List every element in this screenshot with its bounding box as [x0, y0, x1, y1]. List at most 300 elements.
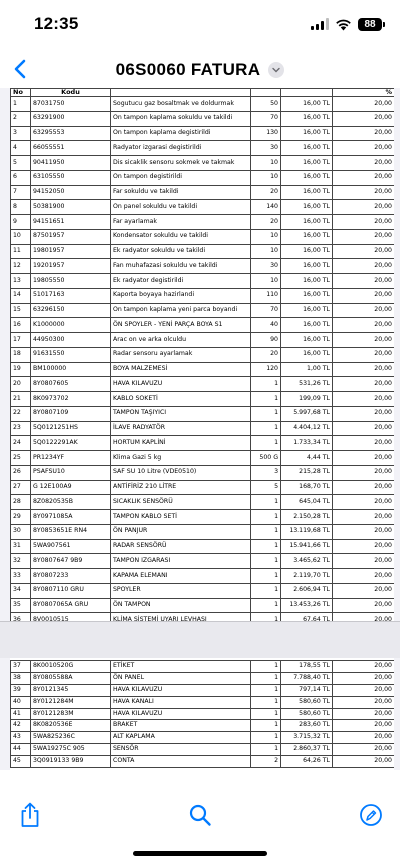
table-row — [11, 111, 395, 126]
unit-price: 2.860,37 TL — [281, 744, 333, 756]
table-row — [11, 510, 395, 525]
quantity: 70 — [251, 303, 281, 318]
table-body-bottom — [11, 661, 395, 768]
vat-rate: 20,00 — [333, 318, 395, 333]
quantity: 90 — [251, 333, 281, 348]
vat-rate: 20,00 — [333, 377, 395, 392]
item-code: 8Y0121284M — [31, 696, 111, 708]
table-row — [11, 569, 395, 584]
status-icons — [311, 15, 382, 33]
row-number: 18 — [11, 347, 31, 362]
quantity: 1 — [251, 708, 281, 720]
quantity: 500 G — [251, 451, 281, 466]
row-number: 30 — [11, 524, 31, 539]
item-description: Sogutucu gaz bosaltmak ve doldurmak — [111, 97, 251, 112]
quantity: 50 — [251, 97, 281, 112]
vat-rate: 20,00 — [333, 421, 395, 436]
row-number: 32 — [11, 554, 31, 569]
quantity: 1 — [251, 744, 281, 756]
unit-price: 2.150,28 TL — [281, 510, 333, 525]
vat-rate: 20,00 — [333, 347, 395, 362]
row-number: 44 — [11, 744, 31, 756]
unit-price: 199,09 TL — [281, 392, 333, 407]
vat-rate: 20,00 — [333, 333, 395, 348]
item-description: İLAVE RADYATÖR — [111, 421, 251, 436]
row-number: 12 — [11, 259, 31, 274]
quantity: 2 — [251, 756, 281, 768]
item-description: HAVA KILAVUZU — [111, 377, 251, 392]
quantity: 1 — [251, 392, 281, 407]
item-code: 5Q0122291AK — [31, 436, 111, 451]
unit-price: 16,00 TL — [281, 347, 333, 362]
table-row — [11, 672, 395, 684]
row-number: 22 — [11, 406, 31, 421]
unit-price: 16,00 TL — [281, 126, 333, 141]
table-row — [11, 539, 395, 554]
item-description: On tampon kaplama degistirildi — [111, 126, 251, 141]
row-number: 35 — [11, 598, 31, 613]
quantity: 30 — [251, 141, 281, 156]
vat-rate: 20,00 — [333, 185, 395, 200]
vat-rate: 20,00 — [333, 215, 395, 230]
vat-rate: 20,00 — [333, 732, 395, 744]
item-description: Kondensator sokuldu ve takildi — [111, 229, 251, 244]
item-code: 87501957 — [31, 229, 111, 244]
column-header-price — [281, 89, 333, 97]
item-code: 63296150 — [31, 303, 111, 318]
row-number: 2 — [11, 111, 31, 126]
item-code: 66055551 — [31, 141, 111, 156]
row-number: 6 — [11, 170, 31, 185]
unit-price: 15.941,66 TL — [281, 539, 333, 554]
row-number: 5 — [11, 156, 31, 171]
vat-rate: 20,00 — [333, 111, 395, 126]
item-description: Far ayarlamak — [111, 215, 251, 230]
row-number: 1 — [11, 97, 31, 112]
share-button[interactable] — [17, 802, 43, 828]
item-code: 5Q0121251HS — [31, 421, 111, 436]
unit-price: 1.733,34 TL — [281, 436, 333, 451]
item-code: 91631550 — [31, 347, 111, 362]
row-number: 33 — [11, 569, 31, 584]
item-description: TAMPON IZGARASI — [111, 554, 251, 569]
row-number: 28 — [11, 495, 31, 510]
row-number: 42 — [11, 720, 31, 732]
item-description: On panel sokuldu ve takildi — [111, 200, 251, 215]
item-description: KAPAMA ELEMANI — [111, 569, 251, 584]
invoice-table-continued — [10, 660, 394, 768]
table-row — [11, 613, 395, 621]
invoice-table — [10, 88, 394, 621]
status-time: 12:35 — [34, 14, 79, 33]
table-row — [11, 215, 395, 230]
item-description: TAMPON TAŞIYICI — [111, 406, 251, 421]
item-description: KLİMA SİSTEMİ UYARI LEVHASI — [111, 613, 251, 621]
item-description: Arac on ve arka olculdu — [111, 333, 251, 348]
vat-rate: 20,00 — [333, 583, 395, 598]
table-row — [11, 696, 395, 708]
row-number: 21 — [11, 392, 31, 407]
table-row — [11, 259, 395, 274]
row-number: 17 — [11, 333, 31, 348]
item-code: 50381900 — [31, 200, 111, 215]
item-description: CONTA — [111, 756, 251, 768]
item-code: 5WA907561 — [31, 539, 111, 554]
item-code: PSAFSU10 — [31, 465, 111, 480]
quantity: 110 — [251, 288, 281, 303]
search-icon — [188, 803, 212, 827]
vat-rate: 20,00 — [333, 274, 395, 289]
row-number: 3 — [11, 126, 31, 141]
quantity: 10 — [251, 170, 281, 185]
item-code: 8Y0805588A — [31, 672, 111, 684]
quantity: 1 — [251, 583, 281, 598]
page-separator — [0, 621, 400, 658]
vat-rate: 20,00 — [333, 696, 395, 708]
table-row — [11, 244, 395, 259]
vat-rate: 20,00 — [333, 259, 395, 274]
table-row — [11, 156, 395, 171]
quantity: 1 — [251, 377, 281, 392]
table-row — [11, 126, 395, 141]
unit-price: 16,00 TL — [281, 303, 333, 318]
vat-rate: 20,00 — [333, 684, 395, 696]
vat-rate: 20,00 — [333, 495, 395, 510]
unit-price: 580,60 TL — [281, 696, 333, 708]
table-row — [11, 362, 395, 377]
unit-price: 16,00 TL — [281, 156, 333, 171]
item-code: 44950300 — [31, 333, 111, 348]
item-description: KABLO SOKETİ — [111, 392, 251, 407]
vat-rate: 20,00 — [333, 598, 395, 613]
vat-rate: 20,00 — [333, 554, 395, 569]
quantity: 1 — [251, 421, 281, 436]
item-code: 19805550 — [31, 274, 111, 289]
title-menu-button[interactable] — [268, 62, 284, 78]
row-number: 24 — [11, 436, 31, 451]
unit-price: 283,60 TL — [281, 720, 333, 732]
table-row — [11, 229, 395, 244]
unit-price: 168,70 TL — [281, 480, 333, 495]
table-row — [11, 406, 395, 421]
unit-price: 16,00 TL — [281, 200, 333, 215]
navigation-bar — [0, 50, 400, 88]
item-code: 8Y0807605 — [31, 377, 111, 392]
quantity: 10 — [251, 274, 281, 289]
unit-price: 16,00 TL — [281, 141, 333, 156]
unit-price: 16,00 TL — [281, 97, 333, 112]
quantity: 5 — [251, 480, 281, 495]
row-number: 20 — [11, 377, 31, 392]
table-row — [11, 465, 395, 480]
quantity: 1 — [251, 598, 281, 613]
item-code: 90411950 — [31, 156, 111, 171]
vat-rate: 20,00 — [333, 720, 395, 732]
column-header-description — [111, 89, 251, 97]
vat-rate: 20,00 — [333, 156, 395, 171]
unit-price: 4.404,12 TL — [281, 421, 333, 436]
table-row — [11, 720, 395, 732]
quantity: 1 — [251, 661, 281, 673]
unit-price: 5.997,68 TL — [281, 406, 333, 421]
table-row — [11, 392, 395, 407]
vat-rate: 20,00 — [333, 141, 395, 156]
item-code: 63291900 — [31, 111, 111, 126]
unit-price: 1,00 TL — [281, 362, 333, 377]
quantity: 1 — [251, 696, 281, 708]
table-row — [11, 141, 395, 156]
vat-rate: 20,00 — [333, 436, 395, 451]
table-row — [11, 732, 395, 744]
item-code: 87031750 — [31, 97, 111, 112]
quantity: 1 — [251, 720, 281, 732]
unit-price: 16,00 TL — [281, 288, 333, 303]
item-code: 8Y0853651E RN4 — [31, 524, 111, 539]
item-description: SICAKLIK SENSÖRÜ — [111, 495, 251, 510]
table-row — [11, 756, 395, 768]
item-description: On tampon kaplama yeni parca boyandi — [111, 303, 251, 318]
quantity: 20 — [251, 347, 281, 362]
table-row — [11, 288, 395, 303]
item-code: K1000000 — [31, 318, 111, 333]
row-number: 37 — [11, 661, 31, 673]
table-row — [11, 377, 395, 392]
quantity: 20 — [251, 215, 281, 230]
item-code: G 12E100A9 — [31, 480, 111, 495]
vat-rate: 20,00 — [333, 229, 395, 244]
vat-rate: 20,00 — [333, 524, 395, 539]
table-row — [11, 495, 395, 510]
row-number: 13 — [11, 274, 31, 289]
column-header-quantity — [251, 89, 281, 97]
row-number: 27 — [11, 480, 31, 495]
vat-rate: 20,00 — [333, 362, 395, 377]
item-code: 8Y0807110 GRU — [31, 583, 111, 598]
column-header-vat: % — [333, 89, 395, 97]
markup-icon — [359, 803, 383, 827]
table-row — [11, 347, 395, 362]
wifi-icon — [335, 18, 352, 31]
unit-price: 645,04 TL — [281, 495, 333, 510]
unit-price: 4,44 TL — [281, 451, 333, 466]
item-description: Dis sicaklik sensoru sokmek ve takmak — [111, 156, 251, 171]
item-description: Radar sensoru ayarlamak — [111, 347, 251, 362]
item-code: 19201957 — [31, 259, 111, 274]
quantity: 70 — [251, 111, 281, 126]
item-description: Kaporta boyaya hazirlandi — [111, 288, 251, 303]
row-number: 15 — [11, 303, 31, 318]
table-body-top — [11, 97, 395, 621]
quantity: 1 — [251, 436, 281, 451]
row-number: 7 — [11, 185, 31, 200]
table-row — [11, 598, 395, 613]
item-code: 8K0010520G — [31, 661, 111, 673]
item-description: BRAKET — [111, 720, 251, 732]
unit-price: 67,64 TL — [281, 613, 333, 621]
quantity: 30 — [251, 259, 281, 274]
table-row — [11, 744, 395, 756]
item-code: 63295553 — [31, 126, 111, 141]
quantity: 20 — [251, 185, 281, 200]
vat-rate: 20,00 — [333, 672, 395, 684]
document-title-text: 06S0060 FATURA — [115, 60, 261, 79]
table-row — [11, 451, 395, 466]
item-description: Klima Gazi 5 kg — [111, 451, 251, 466]
item-description: SENSÖR — [111, 744, 251, 756]
share-icon — [19, 802, 41, 828]
unit-price: 16,00 TL — [281, 274, 333, 289]
quantity: 1 — [251, 672, 281, 684]
item-code: 8Y0121283M — [31, 708, 111, 720]
item-code: 8Y0807109 — [31, 406, 111, 421]
row-number: 16 — [11, 318, 31, 333]
row-number: 10 — [11, 229, 31, 244]
item-code: 8Y0807065A GRU — [31, 598, 111, 613]
column-header-no: No — [11, 89, 31, 97]
row-number: 9 — [11, 215, 31, 230]
item-description: ETİKET — [111, 661, 251, 673]
vat-rate: 20,00 — [333, 406, 395, 421]
bottom-toolbar — [0, 770, 400, 864]
item-description: Fan muhafazasi sokuldu ve takildi — [111, 259, 251, 274]
quantity: 1 — [251, 524, 281, 539]
vat-rate: 20,00 — [333, 510, 395, 525]
table-row — [11, 303, 395, 318]
item-description: SPOYLER — [111, 583, 251, 598]
quantity: 10 — [251, 229, 281, 244]
row-number: 38 — [11, 672, 31, 684]
search-button[interactable] — [187, 802, 213, 828]
row-number: 23 — [11, 421, 31, 436]
row-number: 25 — [11, 451, 31, 466]
quantity: 1 — [251, 684, 281, 696]
unit-price: 16,00 TL — [281, 111, 333, 126]
unit-price: 16,00 TL — [281, 229, 333, 244]
table-row — [11, 170, 395, 185]
item-code: 8Y0971085A — [31, 510, 111, 525]
row-number: 34 — [11, 583, 31, 598]
item-description: Far sokuldu ve takildi — [111, 185, 251, 200]
table-row — [11, 185, 395, 200]
table-row — [11, 684, 395, 696]
row-number: 8 — [11, 200, 31, 215]
unit-price: 580,60 TL — [281, 708, 333, 720]
vat-rate: 20,00 — [333, 126, 395, 141]
vat-rate: 20,00 — [333, 244, 395, 259]
item-code: PR1234YF — [31, 451, 111, 466]
item-code: BM100000 — [31, 362, 111, 377]
vat-rate: 20,00 — [333, 288, 395, 303]
item-code: 5WA19275C 905 — [31, 744, 111, 756]
unit-price: 215,28 TL — [281, 465, 333, 480]
item-description: HORTUM KAPLİNİ — [111, 436, 251, 451]
quantity: 3 — [251, 465, 281, 480]
quantity: 120 — [251, 362, 281, 377]
row-number: 19 — [11, 362, 31, 377]
table-row — [11, 708, 395, 720]
table-row — [11, 524, 395, 539]
table-row — [11, 318, 395, 333]
row-number: 43 — [11, 732, 31, 744]
table-row — [11, 661, 395, 673]
item-description: HAVA KILAVUZU — [111, 684, 251, 696]
item-description: HAVA KANALI — [111, 696, 251, 708]
quantity: 10 — [251, 156, 281, 171]
vat-rate: 20,00 — [333, 303, 395, 318]
unit-price: 13.453,26 TL — [281, 598, 333, 613]
item-description: ANTİFİRİZ 210 LİTRE — [111, 480, 251, 495]
vat-rate: 20,00 — [333, 480, 395, 495]
row-number: 45 — [11, 756, 31, 768]
vat-rate: 20,00 — [333, 539, 395, 554]
document-page-1[interactable] — [10, 88, 394, 621]
vat-rate: 20,00 — [333, 451, 395, 466]
unit-price: 16,00 TL — [281, 333, 333, 348]
quantity: 130 — [251, 126, 281, 141]
table-row — [11, 421, 395, 436]
quantity: 1 — [251, 495, 281, 510]
quantity: 1 — [251, 406, 281, 421]
markup-button[interactable] — [358, 802, 384, 828]
quantity: 10 — [251, 244, 281, 259]
row-number: 36 — [11, 613, 31, 621]
quantity: 1 — [251, 539, 281, 554]
vat-rate: 20,00 — [333, 170, 395, 185]
unit-price: 13.119,68 TL — [281, 524, 333, 539]
row-number: 4 — [11, 141, 31, 156]
table-row — [11, 583, 395, 598]
vat-rate: 20,00 — [333, 756, 395, 768]
quantity: 1 — [251, 569, 281, 584]
row-number: 41 — [11, 708, 31, 720]
battery-indicator: 88 — [358, 18, 382, 31]
item-code: 8Y0121345 — [31, 684, 111, 696]
item-code: 94152050 — [31, 185, 111, 200]
cellular-signal-icon — [311, 18, 329, 30]
unit-price: 2.606,94 TL — [281, 583, 333, 598]
unit-price: 797,14 TL — [281, 684, 333, 696]
item-code: 63105550 — [31, 170, 111, 185]
unit-price: 7.788,40 TL — [281, 672, 333, 684]
unit-price: 3.715,32 TL — [281, 732, 333, 744]
item-description: BOYA MALZEMESİ — [111, 362, 251, 377]
item-code: 8Y0807233 — [31, 569, 111, 584]
item-code: 51017163 — [31, 288, 111, 303]
quantity: 140 — [251, 200, 281, 215]
item-code: 8V0010515 — [31, 613, 111, 621]
table-row — [11, 554, 395, 569]
item-description: RADAR SENSÖRÜ — [111, 539, 251, 554]
item-description: ÖN PANJUR — [111, 524, 251, 539]
item-description: ÖN TAMPON — [111, 598, 251, 613]
quantity: 1 — [251, 732, 281, 744]
unit-price: 16,00 TL — [281, 244, 333, 259]
unit-price: 16,00 TL — [281, 259, 333, 274]
vat-rate: 20,00 — [333, 392, 395, 407]
table-row — [11, 274, 395, 289]
item-code: 5WA825236C — [31, 732, 111, 744]
row-number: 29 — [11, 510, 31, 525]
unit-price: 531,26 TL — [281, 377, 333, 392]
table-row — [11, 436, 395, 451]
item-description: Radyator izgarasi degistirildi — [111, 141, 251, 156]
item-code: 8Y0807647 9B9 — [31, 554, 111, 569]
item-code: 94151651 — [31, 215, 111, 230]
row-number: 14 — [11, 288, 31, 303]
unit-price: 3.465,62 TL — [281, 554, 333, 569]
vat-rate: 20,00 — [333, 465, 395, 480]
document-page-2[interactable] — [10, 658, 394, 770]
